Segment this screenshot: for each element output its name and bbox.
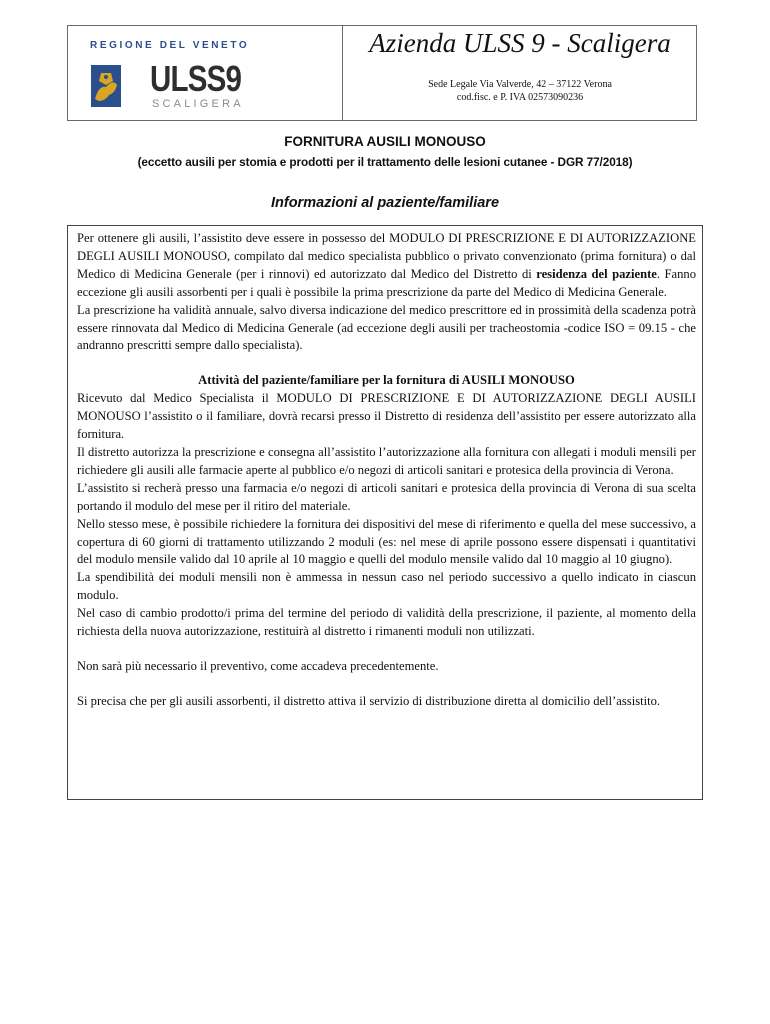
paragraph-authorization: Il distretto autorizza la prescrizione e consegna all’assistito l’autorizzazione alla fornitura con allegati i moduli mensili per richiedere gli ausili alle farmacie aperte al pubblico e/o negozi di articoli sanitari e protesica della provincia di Verona. — [77, 444, 696, 477]
paragraph-no-quote: Non sarà più necessario il preventivo, come accadeva precedentemente. — [77, 658, 439, 673]
paragraph-requirements — [77, 230, 696, 302]
logo-brand-text: ULSS9 — [150, 58, 242, 99]
section-title: Informazioni al paziente/familiare — [270, 195, 500, 211]
org-title: Azienda ULSS 9 - Scaligera — [369, 28, 671, 58]
paragraph-module-validity: La spendibilità dei moduli mensili non è ammessa in nessun caso nel periodo successivo a quello indicato in ciascun modulo. — [77, 570, 696, 603]
org-address — [343, 78, 697, 104]
document-title: FORNITURA AUSILI MONOUSO — [284, 134, 486, 149]
address-line-2: cod.fisc. e P. IVA 02573090236 — [456, 92, 584, 103]
emphasis-residenza: residenza del paziente — [536, 266, 657, 281]
ulss9-logo — [68, 26, 328, 120]
document-header — [67, 25, 697, 121]
paragraph-monthly-supply: Nello stesso mese, è possibile richiedere la fornitura dei dispositivi del mese di riferimento e quella del mese successivo, a copertura di 60 giorni di trattamento utilizzando 2 moduli (es: nel mese di aprile possono essere dispensati i quantitativi del modulo mensile valido dal 10 aprile al 10 maggio e quelli del modulo mensile valido dal 10 maggio al 10 giugno). — [77, 516, 696, 567]
paragraph-validity: La prescrizione ha validità annuale, salvo diversa indicazione del medico prescrittore ed in prossimità della scadenza potrà essere rinnovata dal Medico di Medicina Generale (ad eccezione degli ausili per tracheostomia -codice ISO = 09.15 - che andranno prescritti sempre dallo specialista). — [77, 302, 696, 353]
paragraph-text: . Fanno eccezione gli ausili assorbenti per i quali è possibile la prima prescrizione da parte del Medico di Medicina Generale. — [77, 266, 696, 299]
information-box — [67, 225, 703, 800]
paragraph-district-visit: Ricevuto dal Medico Specialista il MODULO DI PRESCRIZIONE E DI AUTORIZZAZIONE DEGLI AUSILI MONOUSO l’assistito o il familiare, dovrà recarsi presso il Distretto di residenza dell’assistito per essere autorizzato alla fornitura. — [77, 391, 696, 442]
document-subtitle: (eccetto ausili per stomia e prodotti per il trattamento delle lesioni cutanee - DGR 77/2018) — [137, 155, 633, 169]
paragraph-pharmacy: L’assistito si recherà presso una farmacia e/o negozi di articoli sanitari e protesica della provincia di Verona di sua scelta portando il modulo del mese per il ritiro del materiale. — [77, 480, 696, 513]
activity-heading: Attività del paziente/familiare per la fornitura di AUSILI MONOUSO — [198, 373, 575, 388]
lion-emblem-icon — [91, 65, 121, 107]
paragraph-home-delivery: Si precisa che per gli ausili assorbenti, il distretto attiva il servizio di distribuzione diretta al domicilio dell’assistito. — [77, 693, 661, 708]
address-line-1: Sede Legale Via Valverde, 42 – 37122 Verona — [428, 79, 612, 90]
paragraph-product-change: Nel caso di cambio prodotto/i prima del termine del periodo di validità della prescrizione, il paziente, al momento della richiesta della nuova autorizzazione, restituirà al distretto i rimanenti moduli non utilizzati. — [77, 606, 696, 639]
logo-region-text: REGIONE DEL VENETO — [90, 40, 250, 51]
paragraph-text: Per ottenere gli ausili, l’assistito deve essere in possesso del MODULO DI PRESCRIZIONE E DI AUTORIZZAZIONE DEGLI AUSILI MONOUSO, compilato dal medico specialista pubblico o privato convenzionato (prima fornitura) o dal Medico di Medicina Generale (per i rinnovi) ed autorizzato dal Medico del Distretto di — [77, 231, 696, 281]
logo-brand-sub: SCALIGERA — [152, 98, 244, 110]
